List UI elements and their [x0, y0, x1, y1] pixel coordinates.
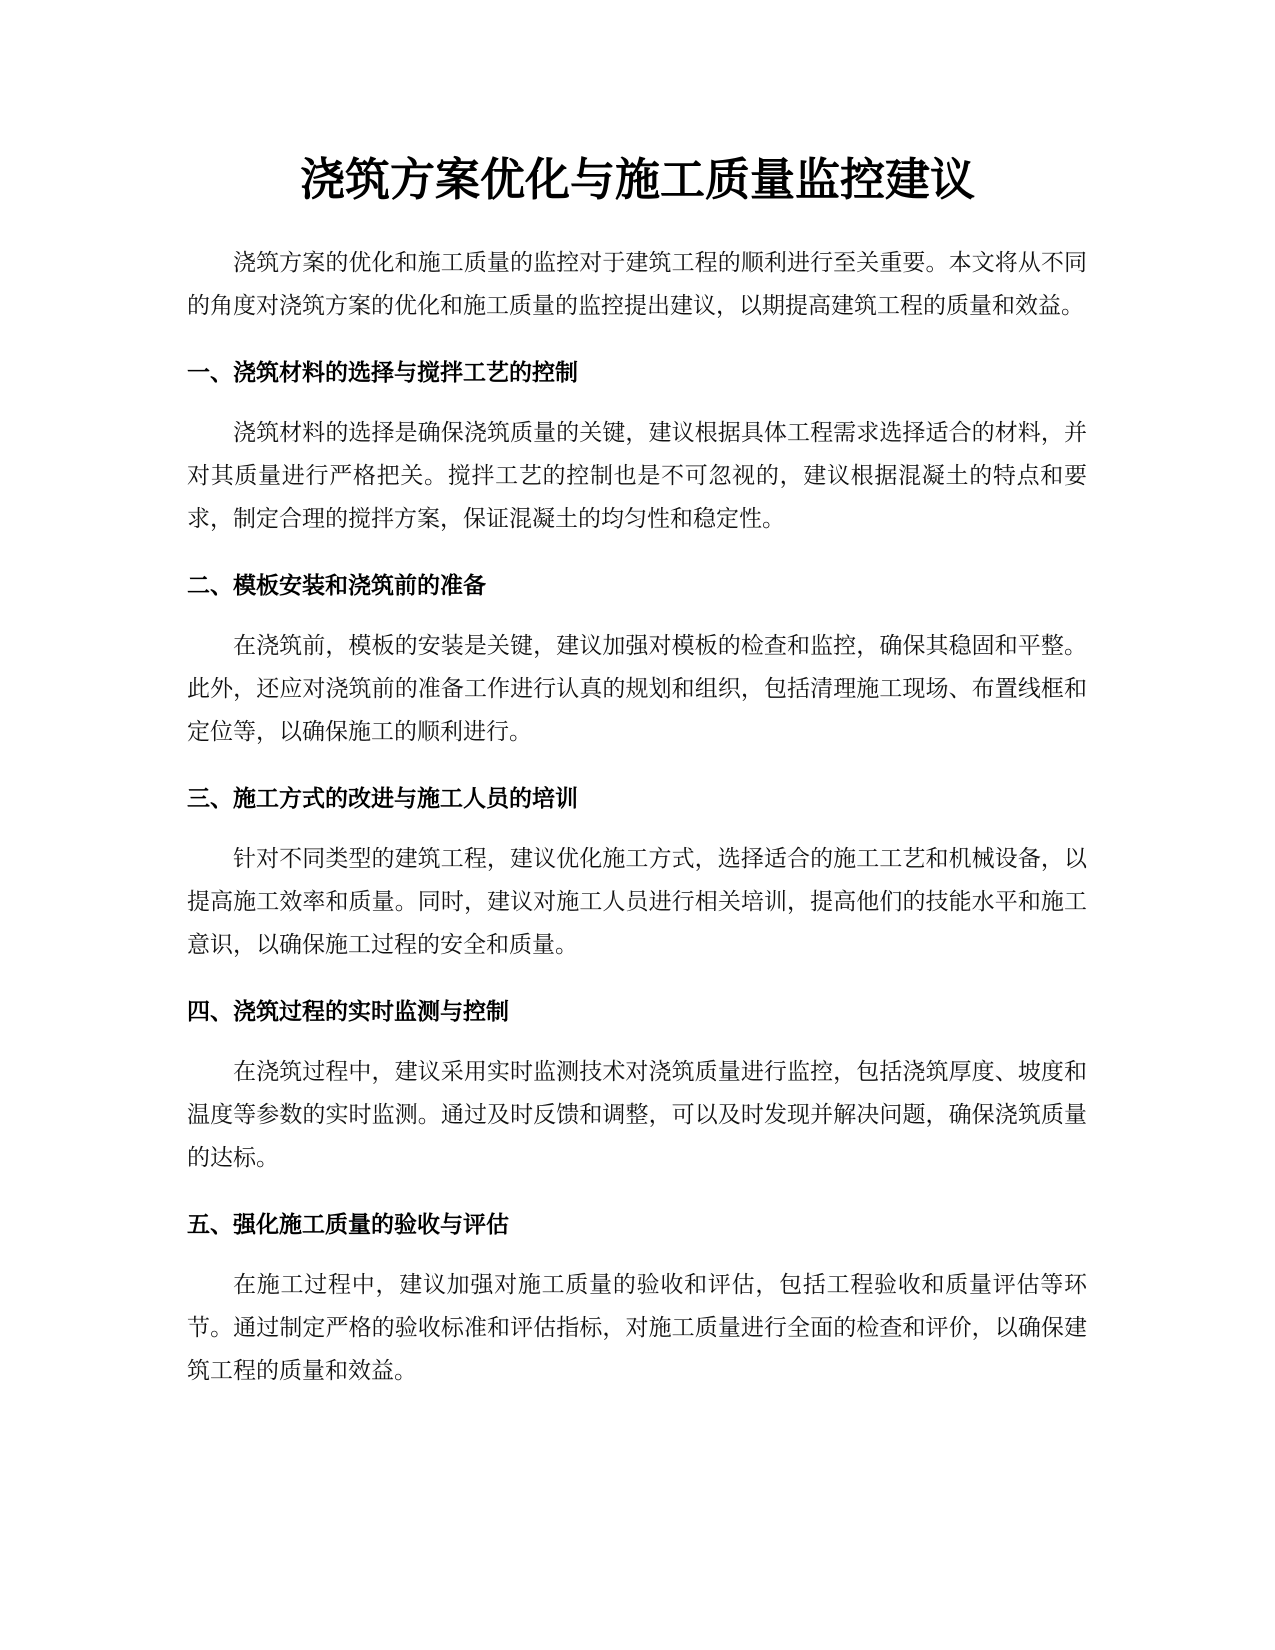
section-heading-2: 二、模板安装和浇筑前的准备 — [187, 573, 486, 599]
document-body — [187, 242, 1087, 1393]
section-paragraph-1: 浇筑材料的选择是确保浇筑质量的关键，建议根据具体工程需求选择适合的材料，并对其质量进行严格把关。搅拌工艺的控制也是不可忽视的，建议根据混凝土的特点和要求，制定合理的搅拌方案，保证混凝土的均匀性和稳定性。 — [187, 420, 1087, 532]
section-paragraph-2: 在浇筑前，模板的安装是关键，建议加强对模板的检查和监控，确保其稳固和平整。此外，还应对浇筑前的准备工作进行认真的规划和组织，包括清理施工现场、布置线框和定位等，以确保施工的顺利进行。 — [187, 633, 1087, 745]
section-paragraph-3: 针对不同类型的建筑工程，建议优化施工方式，选择适合的施工工艺和机械设备，以提高施工效率和质量。同时，建议对施工人员进行相关培训，提高他们的技能水平和施工意识，以确保施工过程的安全和质量。 — [187, 846, 1087, 958]
section-heading-5: 五、强化施工质量的验收与评估 — [187, 1212, 509, 1238]
section-paragraph-5: 在施工过程中，建议加强对施工质量的验收和评估，包括工程验收和质量评估等环节。通过制定严格的验收标准和评估指标，对施工质量进行全面的检查和评价，以确保建筑工程的质量和效益。 — [187, 1272, 1087, 1384]
document-title: 浇筑方案优化与施工质量监控建议 — [299, 153, 975, 206]
section-heading-4: 四、浇筑过程的实时监测与控制 — [187, 999, 509, 1025]
section-heading-1: 一、浇筑材料的选择与搅拌工艺的控制 — [187, 360, 578, 386]
section-paragraph-4: 在浇筑过程中，建议采用实时监测技术对浇筑质量进行监控，包括浇筑厚度、坡度和温度等参数的实时监测。通过及时反馈和调整，可以及时发现并解决问题，确保浇筑质量的达标。 — [187, 1059, 1087, 1171]
intro-paragraph: 浇筑方案的优化和施工质量的监控对于建筑工程的顺利进行至关重要。本文将从不同的角度对浇筑方案的优化和施工质量的监控提出建议，以期提高建筑工程的质量和效益。 — [187, 250, 1087, 319]
section-heading-3: 三、施工方式的改进与施工人员的培训 — [187, 786, 578, 812]
